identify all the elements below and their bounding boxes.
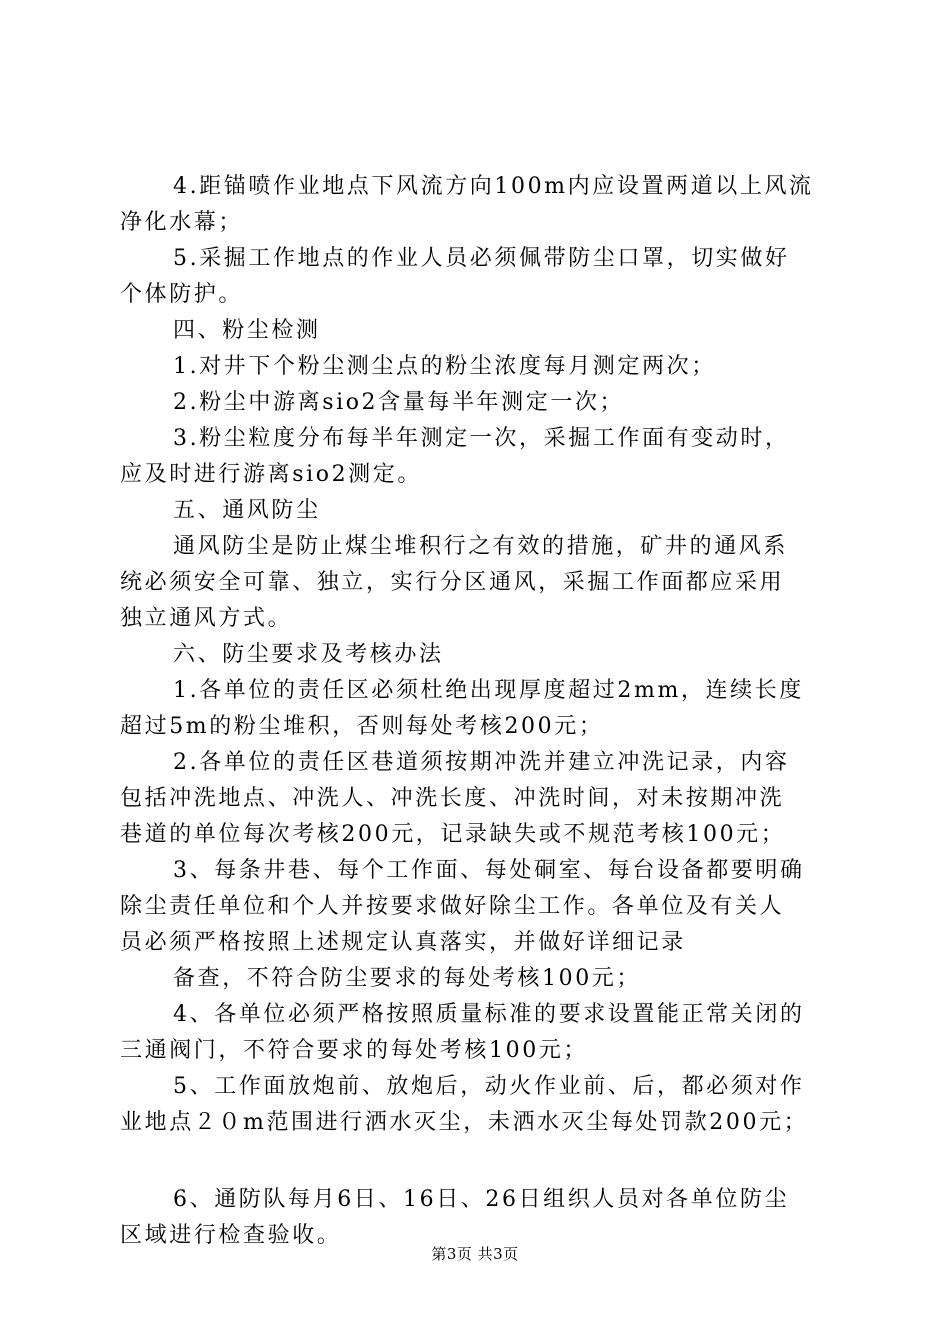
text-line: 3.粉尘粒度分布每半年测定一次，采掘工作面有变动时， <box>173 426 790 451</box>
page-number-label: 第3页 共3页 <box>431 1245 519 1263</box>
text-line: 包括冲洗地点、冲洗人、冲洗长度、冲洗时间，对未按期冲洗 <box>120 786 785 811</box>
section-heading: 六、防尘要求及考核办法 <box>173 642 444 667</box>
text-line: 应及时进行游离sio2测定。 <box>120 462 422 487</box>
text-line: 1.对井下个粉尘测尘点的粉尘浓度每月测定两次； <box>173 354 716 379</box>
text-line: 2.各单位的责任区巷道须按期冲洗并建立冲洗记录，内容 <box>173 750 790 775</box>
text-line: 个体防护。 <box>120 282 244 307</box>
text-line: 4、各单位必须严格按照质量标准的要求设置能正常关闭的 <box>173 1002 805 1027</box>
text-line: 独立通风方式。 <box>120 606 293 631</box>
text-line: 三通阀门，不符合要求的每处考核100元； <box>120 1038 588 1063</box>
text-line: 2.粉尘中游离sio2含量每半年测定一次； <box>173 390 625 415</box>
text-line: 4.距锚喷作业地点下风流方向100m内应设置两道以上风流 <box>173 174 814 199</box>
text-line: 员必须严格按照上述规定认真落实，并做好详细记录 <box>120 930 686 955</box>
text-line: 统必须安全可靠、独立，实行分区通风，采掘工作面都应采用 <box>120 570 785 595</box>
text-line: 5、工作面放炮前、放炮后，动火作业前、后，都必须对作 <box>173 1074 805 1099</box>
text-line: 备查，不符合防尘要求的每处考核100元； <box>173 966 641 991</box>
text-line: 1.各单位的责任区必须杜绝出现厚度超过2mm，连续长度 <box>173 678 804 703</box>
text-line: 3、每条井巷、每个工作面、每处硐室、每台设备都要明确 <box>173 858 805 883</box>
text-line: 通风防尘是防止煤尘堆积行之有效的措施，矿井的通风系 <box>173 534 789 559</box>
text-line: 除尘责任单位和个人并按要求做好除尘工作。各单位及有关人 <box>120 894 785 919</box>
text-line: 净化水幕； <box>120 210 244 235</box>
page-footer <box>0 1244 950 1264</box>
text-line: 超过5m的粉尘堆积，否则每处考核200元； <box>120 714 604 739</box>
text-line: 5.采掘工作地点的作业人员必须佩带防尘口罩，切实做好 <box>173 246 790 271</box>
section-heading: 四、粉尘检测 <box>173 318 321 343</box>
text-line: 业地点２０m范围进行洒水灭尘，未洒水灭尘每处罚款200元； <box>120 1110 809 1135</box>
section-heading: 五、通风防尘 <box>173 498 321 523</box>
text-line: 巷道的单位每次考核200元，记录缺失或不规范考核100元； <box>120 822 786 847</box>
text-line: 区域进行检查验收。 <box>120 1223 342 1248</box>
text-line: 6、通防队每月6日、16日、26日组织人员对各单位防尘 <box>173 1187 790 1212</box>
